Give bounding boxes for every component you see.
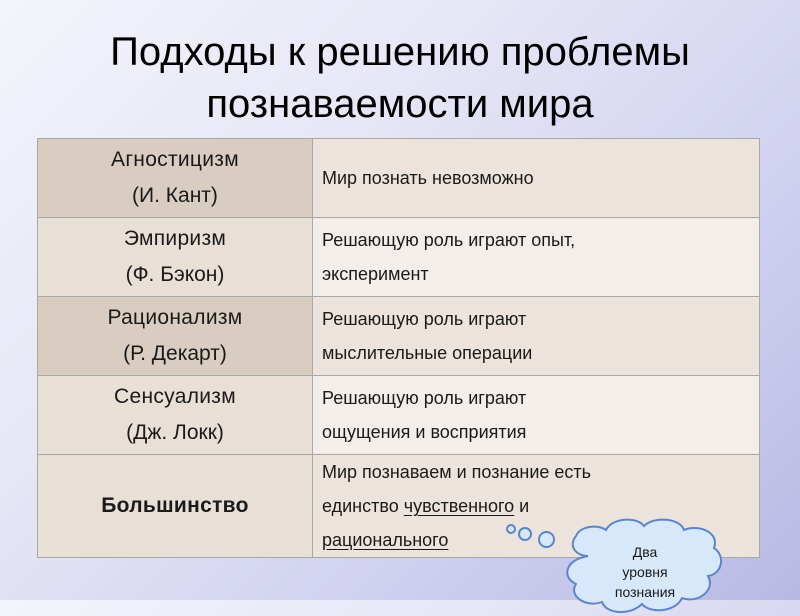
description-cell-empiricism — [313, 218, 760, 297]
approach-name: Рационализм — [107, 306, 243, 329]
description-prefix: единство — [322, 496, 404, 516]
slide-title-line-1: Подходы к решению проблемы — [110, 30, 690, 74]
description-line-1: Решающую роль играют — [322, 309, 527, 329]
description-suffix: и — [514, 496, 530, 516]
slide-title — [0, 26, 800, 130]
table-row — [38, 297, 760, 376]
description-cell-agnosticism — [313, 139, 760, 218]
description-line-1: Решающую роль играют — [322, 388, 527, 408]
thought-bubble-dot-medium — [518, 527, 532, 541]
table-row — [38, 139, 760, 218]
table-row — [38, 218, 760, 297]
thought-bubble-dot-small — [506, 524, 516, 534]
description-line-1: Мир познаваем и познание есть — [322, 462, 592, 482]
approach-author: (Ф. Бэкон) — [125, 263, 225, 286]
approach-name: Большинство — [101, 494, 249, 517]
underlined-term-sensory: чувственного — [403, 496, 515, 516]
approach-cell-majority — [38, 455, 313, 558]
approach-author: (И. Кант) — [132, 184, 218, 207]
approach-name: Эмпиризм — [123, 227, 227, 250]
approach-cell-rationalism — [38, 297, 313, 376]
approach-name: Сенсуализм — [114, 385, 236, 408]
description-text: Мир познать невозможно — [322, 168, 534, 188]
approach-author: (Р. Декарт) — [123, 342, 227, 365]
knowledge-levels-callout — [558, 516, 728, 616]
callout-text — [580, 542, 710, 602]
approach-name: Агностицизм — [111, 148, 239, 171]
approach-cell-sensualism — [38, 376, 313, 455]
approach-cell-agnosticism — [38, 139, 313, 218]
underlined-term-rational: рационального — [322, 530, 449, 550]
approach-cell-empiricism — [38, 218, 313, 297]
description-line-2: эксперимент — [322, 264, 429, 284]
table-row — [38, 376, 760, 455]
description-line-1: Решающую роль играют опыт, — [322, 230, 576, 250]
slide-title-line-2: познаваемости мира — [206, 82, 594, 126]
thought-bubble-dot-large — [538, 531, 555, 548]
callout-line-3: познания — [614, 584, 676, 600]
description-line-2: мыслительные операции — [322, 343, 533, 363]
description-cell-sensualism — [313, 376, 760, 455]
approaches-table — [37, 138, 760, 558]
callout-line-1: Два — [632, 544, 658, 560]
description-cell-rationalism — [313, 297, 760, 376]
callout-line-2: уровня — [622, 564, 668, 580]
description-line-2: ощущения и восприятия — [322, 422, 527, 442]
approach-author: (Дж. Локк) — [126, 421, 224, 444]
